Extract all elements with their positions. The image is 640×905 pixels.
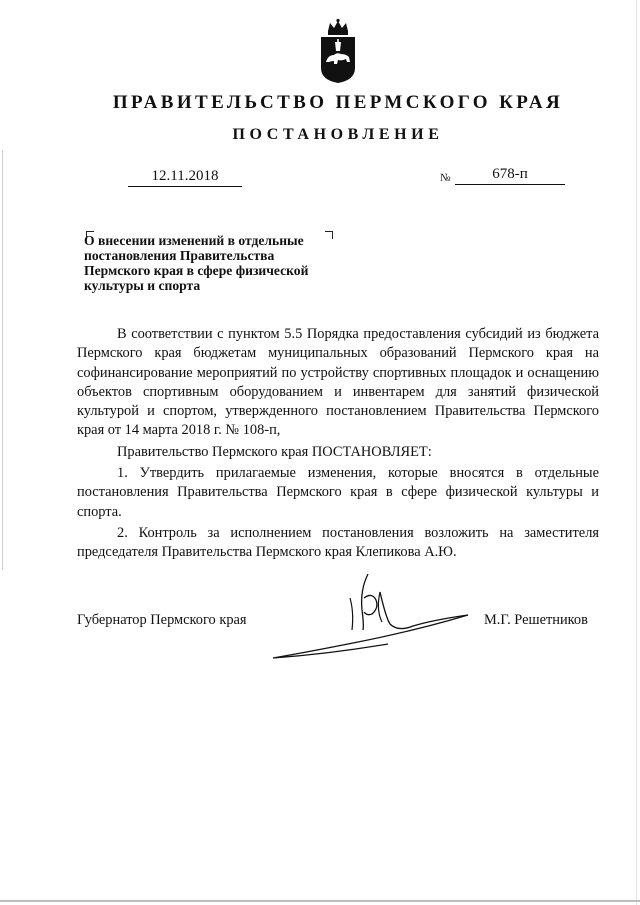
subject-line: Пермского края в сфере физической — [84, 263, 309, 278]
subject-line: постановления Правительства — [84, 248, 275, 263]
body-paragraph-item-1: 1. Утвердить прилагаемые изменения, которые вносятся в отдельные постановления Правительства Пермского края в сфере физической культуры и спорта. — [77, 465, 599, 520]
body-paragraph-resolves: Правительство Пермского края ПОСТАНОВЛЯЕТ: — [117, 443, 432, 460]
government-title: ПРАВИТЕЛЬСТВО ПЕРМСКОГО КРАЯ — [112, 92, 564, 113]
body-paragraph-preamble: В соответствии с пунктом 5.5 Порядка предоставления субсидий из бюджета Пермского края бюджетам муниципальных образований Пермского края на софинансирование мероприятий по устройству спортивных площадок и оснащению объектов спортивным оборудованием и инвентарем для занятий физической культурой и спортом, утвержденного постановлением Правительства Пермского края от 14 марта 2018 г. № 108-п, — [77, 326, 599, 439]
signatory-name: М.Г. Решетников — [484, 612, 588, 628]
signatory-position: Губернатор Пермского края — [77, 612, 247, 628]
document-subject — [84, 233, 354, 293]
body-paragraph-item-2: 2. Контроль за исполнением постановления возложить на заместителя председателя Правительства Пермского края Клепикова А.Ю. — [77, 524, 599, 561]
subject-line: культуры и спорта — [84, 278, 201, 293]
subject-line: О внесении изменений в отдельные — [84, 233, 304, 248]
scan-edge-bottom — [0, 900, 640, 902]
document-type: ПОСТАНОВЛЕНИЕ — [232, 126, 444, 143]
coat-of-arms-bear-icon — [318, 18, 358, 84]
document-body — [77, 325, 599, 565]
number-sign: № — [440, 172, 451, 184]
handwritten-signature — [268, 570, 478, 662]
document-date: 12.11.2018 — [128, 167, 242, 187]
scan-edge-left — [2, 150, 3, 570]
document-number: 678-п — [455, 165, 565, 185]
